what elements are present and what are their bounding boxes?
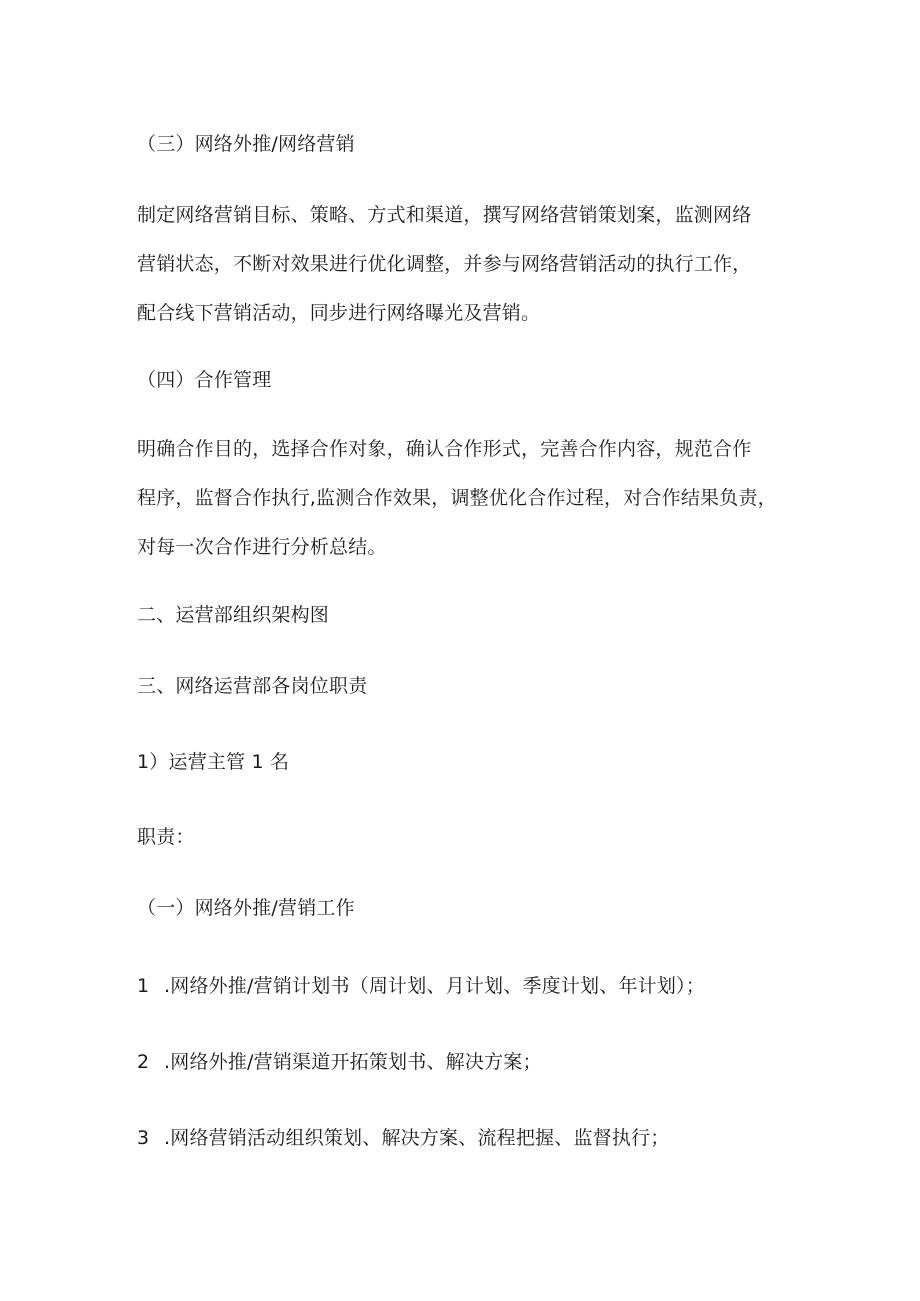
- section-heading-three: （三）网络外推/网络营销: [137, 133, 355, 155]
- paragraph-line: 营销状态，不断对效果进行优化调整，并参与网络营销活动的执行工作，: [137, 253, 752, 275]
- paragraph-line: 对每一次合作进行分析总结。: [137, 536, 387, 558]
- list-item: [137, 1049, 542, 1075]
- list-item: [137, 1125, 669, 1151]
- list-item-text: .网络营销活动组织策划、解决方案、流程把握、监督执行；: [164, 1127, 670, 1149]
- list-item-text: .网络外推/营销计划书（周计划、月计划、季度计划、年计划）；: [164, 975, 705, 997]
- list-item: [137, 973, 705, 999]
- role-title: 1）运营主管 1 名: [137, 751, 290, 773]
- list-item-number: 3: [137, 1127, 150, 1149]
- heading-org-chart: 二、运营部组织架构图: [137, 604, 330, 626]
- paragraph-line: 制定网络营销目标、策略、方式和渠道，撰写网络营销策划案，监测网络: [137, 204, 752, 226]
- paragraph-line: 配合线下营销活动，同步进行网络曝光及营销。: [137, 302, 541, 324]
- section-heading-four: （四）合作管理: [137, 369, 272, 391]
- list-item-text: .网络外推/营销渠道开拓策划书、解决方案；: [164, 1051, 542, 1073]
- heading-duties: 三、网络运营部各岗位职责: [137, 675, 368, 697]
- list-item-number: 1: [137, 975, 150, 997]
- paragraph-network-marketing: [137, 191, 787, 338]
- sub-heading-one: （一）网络外推/营销工作: [137, 897, 355, 919]
- paragraph-line: 程序，监督合作执行,监测合作效果，调整优化合作过程，对合作结果负责，: [137, 487, 777, 509]
- paragraph-line: 明确合作目的，选择合作对象，确认合作形式，完善合作内容，规范合作: [137, 438, 752, 460]
- duty-label: 职责：: [137, 826, 195, 848]
- paragraph-cooperation: [137, 425, 787, 572]
- list-item-number: 2: [137, 1051, 150, 1073]
